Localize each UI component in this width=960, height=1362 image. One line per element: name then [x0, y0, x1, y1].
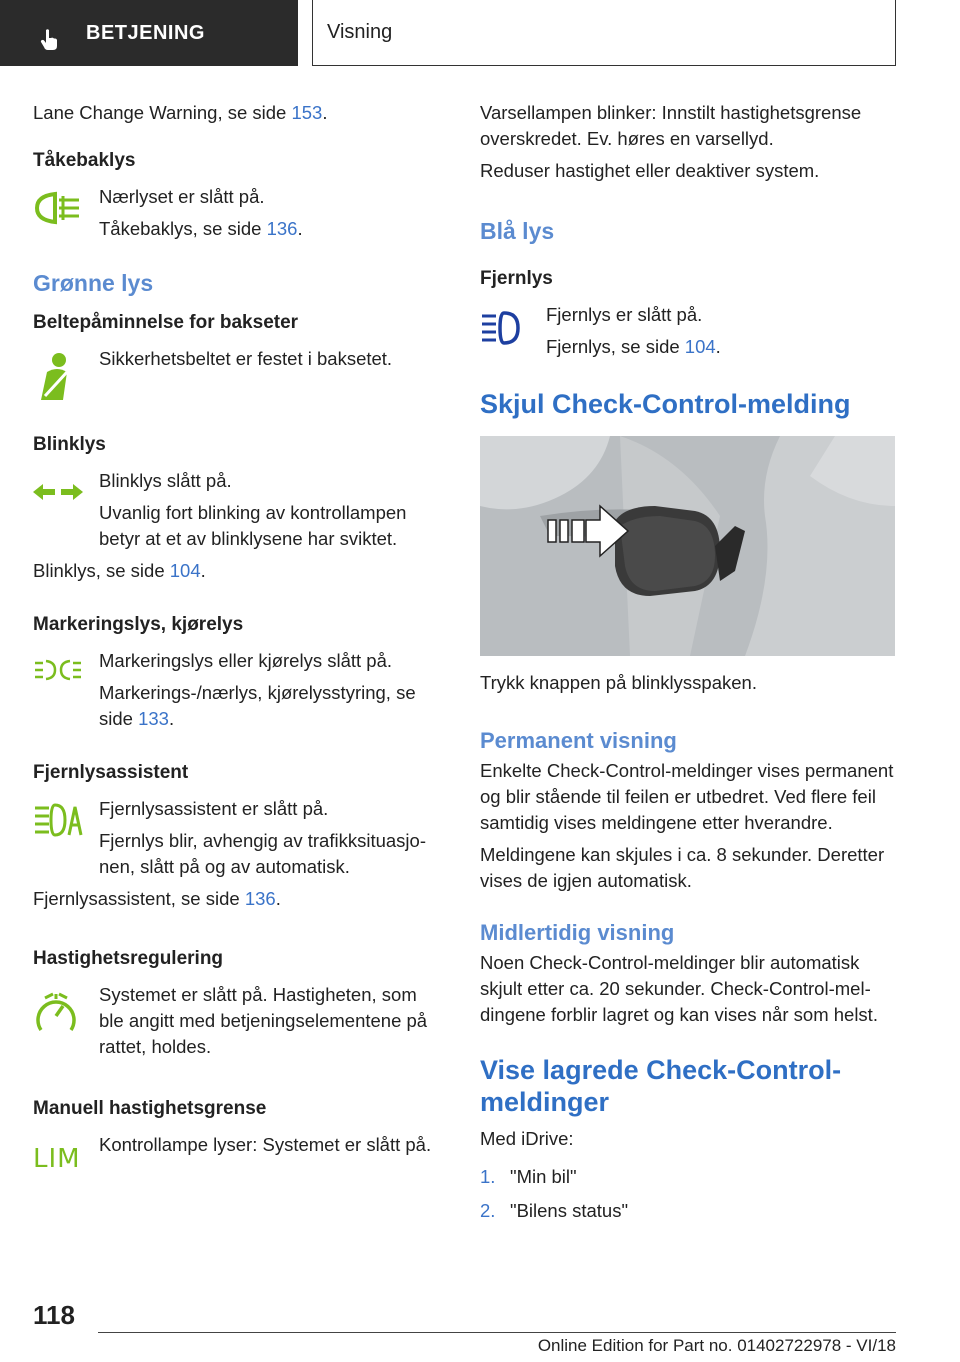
warn-line1: Varsellampen blinker: Innstilt hastighetsgrense overskredet. Ev. høres en varsellyd.	[480, 102, 862, 149]
highbeam-row	[480, 302, 898, 360]
high-beam-assistant-icon	[33, 802, 83, 840]
hba-line2: Fjernlys blir, avhengig av trafikksituasjonen, slått på og av automatisk.	[99, 830, 426, 877]
permanent-p1: Enkelte Check-Control-meldinger vises permanent og blir stående til feilen er utbedret. Ved flere feil samtidig vises meldingene etter hverandre.	[480, 760, 894, 833]
cruise-line1: Systemet er slått på. Hastigheten, som ble angitt med betjeningselementene på rattet, holdes.	[99, 984, 428, 1057]
blink-line1: Blinklys slått på.	[99, 470, 232, 491]
marker-line1: Markeringslys eller kjørelys slått på.	[99, 650, 392, 671]
page-link[interactable]: 133	[138, 708, 169, 729]
lim-icon: LIM	[33, 1144, 81, 1174]
list-item	[480, 1164, 898, 1190]
section-tab[interactable]	[312, 0, 896, 66]
hand-pointer-icon	[40, 28, 60, 52]
intro-line: Lane Change Warning, se side 153.	[33, 102, 328, 123]
left-column	[33, 100, 445, 1172]
photo-caption: Trykk knappen på blinklysspaken.	[480, 672, 757, 693]
page-link[interactable]: 104	[684, 336, 716, 357]
chapter-tab[interactable]	[0, 0, 298, 66]
seatbelt-icon	[33, 350, 79, 402]
turn-signal-icon	[33, 482, 83, 502]
green-lights-heading: Grønne lys	[33, 270, 154, 296]
page-link[interactable]: 136	[266, 218, 298, 239]
marker-row	[33, 648, 445, 732]
cruise-title: Hastighetsregulering	[33, 948, 224, 969]
cruise-control-icon	[33, 992, 79, 1038]
list-item	[480, 1198, 898, 1224]
temporary-heading: Midlertidig visning	[480, 920, 675, 945]
blink-line2: Uvanlig fort blinking av kontrollampen betyr at et av blinklysene har sviktet.	[99, 502, 407, 549]
section-label: Visning	[327, 21, 393, 43]
belt-row	[33, 346, 445, 402]
step-text: "Min bil"	[510, 1166, 577, 1187]
fog-row	[33, 184, 445, 242]
belt-title: Beltepåminnelse for bakseter	[33, 312, 299, 333]
blink-row	[33, 468, 445, 552]
hba-title: Fjernlysassistent	[33, 762, 189, 783]
edition-text: Online Edition for Part no. 01402722978 - VI/18	[537, 1336, 896, 1355]
blink-ref: Blinklys, se side 104.	[33, 560, 206, 581]
high-beam-icon	[480, 310, 530, 348]
turn-signal-lever-photo	[480, 436, 895, 656]
warn-line2: Reduser hastighet eller deaktiver system.	[480, 160, 820, 181]
fog-line2: Tåkebaklys, se side 136.	[99, 218, 303, 239]
footer-divider	[98, 1332, 896, 1333]
hba-line1: Fjernlysassistent er slått på.	[99, 798, 329, 819]
saved-cc-heading: Vise lagrede Check-Control-meldinger	[480, 1055, 842, 1117]
page-link[interactable]: 136	[244, 888, 276, 909]
step-number: 1.	[480, 1166, 496, 1187]
temporary-p1: Noen Check-Control-meldinger blir automatisk skjult etter ca. 20 sekunder. Check-Control-meldingene forblir lagret og kan vises når som helst.	[480, 952, 878, 1025]
lever-illustration	[480, 436, 895, 656]
right-column	[480, 100, 898, 1224]
page-header	[0, 0, 960, 66]
parking-light-icon	[33, 658, 83, 682]
page-footer	[0, 1296, 960, 1362]
page-number: 118	[33, 1300, 75, 1330]
chapter-label: BETJENING	[86, 21, 205, 44]
page-link[interactable]: 104	[169, 560, 201, 581]
steps-list	[480, 1164, 898, 1224]
hba-row	[33, 796, 445, 880]
belt-line1: Sikkerhetsbeltet er festet i baksetet.	[99, 348, 393, 369]
cruise-row	[33, 982, 445, 1060]
fog-line1: Nærlyset er slått på.	[99, 186, 265, 207]
blink-title: Blinklys	[33, 434, 106, 455]
fog-title: Tåkebaklys	[33, 150, 136, 171]
permanent-p2: Meldingene kan skjules i ca. 8 sekunder. Deretter vises de igjen automatisk.	[480, 844, 885, 891]
highbeam-title: Fjernlys	[480, 268, 553, 289]
highbeam-line1: Fjernlys er slått på.	[546, 304, 703, 325]
step-number: 2.	[480, 1200, 496, 1221]
marker-line2: Markerings-/nærlys, kjørelysstyring, se side 133.	[99, 682, 416, 729]
page-link[interactable]: 153	[291, 102, 323, 123]
limit-line1: Kontrollampe lyser: Systemet er slått på.	[99, 1134, 432, 1155]
step-text: "Bilens status"	[510, 1200, 629, 1221]
idrive-intro: Med iDrive:	[480, 1128, 574, 1149]
hide-cc-heading: Skjul Check-Control-melding	[480, 389, 851, 419]
highbeam-line2: Fjernlys, se side 104.	[546, 336, 721, 357]
hba-ref: Fjernlysassistent, se side 136.	[33, 888, 281, 909]
blue-lights-heading: Blå lys	[480, 218, 555, 244]
marker-title: Markeringslys, kjørelys	[33, 614, 244, 635]
permanent-heading: Permanent visning	[480, 728, 677, 753]
limit-title: Manuell hastighetsgrense	[33, 1098, 267, 1119]
rear-fog-light-icon	[33, 188, 83, 228]
limit-row	[33, 1132, 445, 1172]
